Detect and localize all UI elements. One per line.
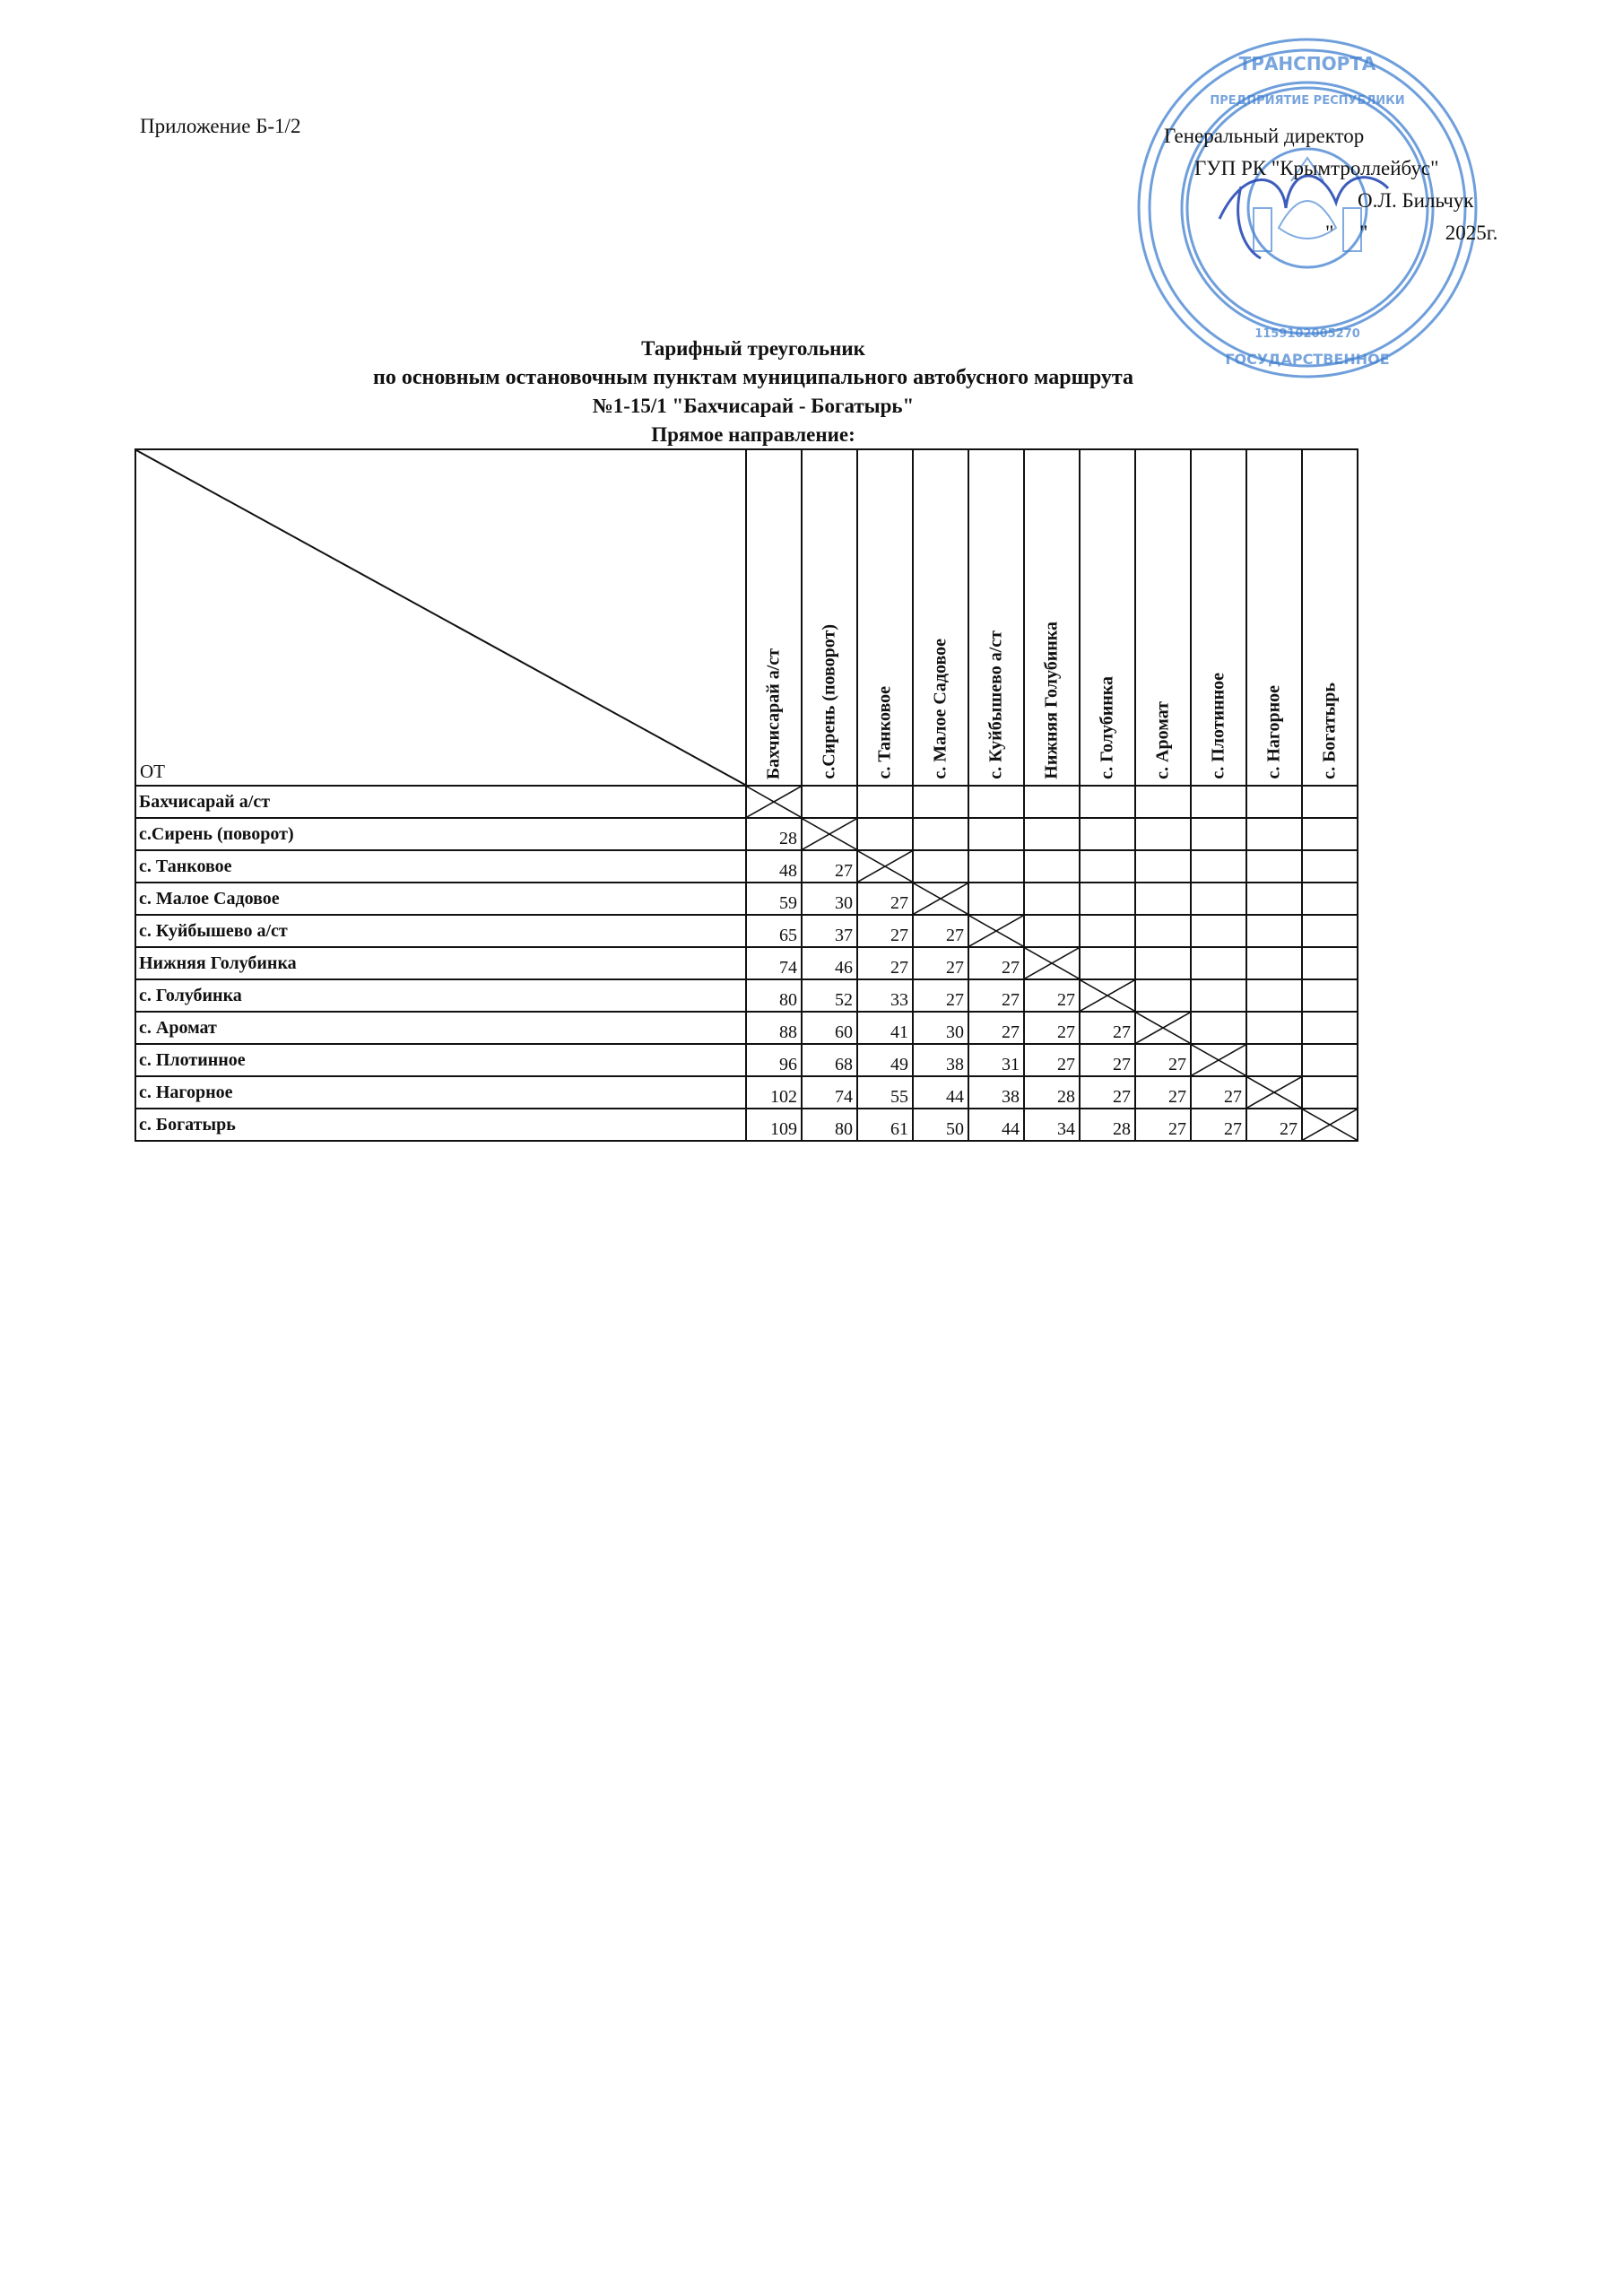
organization-name: ГУП РК "Крымтроллейбус" xyxy=(1194,157,1439,179)
fare-cell: 102 xyxy=(746,1076,802,1109)
direction-label: Прямое направление: xyxy=(651,423,855,446)
empty-cell xyxy=(1302,1044,1358,1076)
table-row xyxy=(135,1109,1358,1141)
empty-cell xyxy=(1246,915,1302,947)
fare-cell: 30 xyxy=(913,1012,968,1044)
fare-cell: 59 xyxy=(746,883,802,915)
cross-mark-icon xyxy=(1192,1045,1245,1075)
fare-cell: 68 xyxy=(802,1044,857,1076)
cross-mark-icon xyxy=(1247,1077,1301,1108)
empty-cell xyxy=(1024,818,1080,850)
column-header xyxy=(1246,449,1302,786)
fare-cell: 44 xyxy=(913,1076,968,1109)
empty-cell xyxy=(1246,883,1302,915)
table-row xyxy=(135,1044,1358,1076)
diagonal-cross-cell xyxy=(802,818,857,850)
fare-cell: 27 xyxy=(1191,1109,1246,1141)
svg-text:ГОСУДАРСТВЕННОЕ: ГОСУДАРСТВЕННОЕ xyxy=(1225,351,1390,368)
empty-cell xyxy=(1246,947,1302,979)
diagonal-divider xyxy=(136,450,745,785)
diagonal-cross-cell xyxy=(1246,1076,1302,1109)
fare-cell: 80 xyxy=(802,1109,857,1141)
diagonal-cross-cell xyxy=(1191,1044,1246,1076)
diagonal-cross-cell xyxy=(1024,947,1080,979)
fare-cell: 30 xyxy=(802,883,857,915)
fare-cell: 74 xyxy=(802,1076,857,1109)
fare-cell: 27 xyxy=(1135,1044,1191,1076)
fare-cell: 60 xyxy=(802,1012,857,1044)
fare-cell: 27 xyxy=(1246,1109,1302,1141)
diagonal-cross-cell xyxy=(746,786,802,818)
empty-cell xyxy=(1135,947,1191,979)
approval-block xyxy=(1164,120,1497,249)
column-header-label: с. Танковое xyxy=(874,686,895,779)
fare-cell: 80 xyxy=(746,979,802,1012)
cross-mark-icon xyxy=(969,916,1023,946)
empty-cell xyxy=(1302,915,1358,947)
column-header xyxy=(913,449,968,786)
empty-cell xyxy=(1302,979,1358,1012)
column-header-label: с. Малое Садовое xyxy=(930,639,950,779)
fare-cell: 49 xyxy=(857,1044,913,1076)
fare-cell: 61 xyxy=(857,1109,913,1141)
table-row xyxy=(135,979,1358,1012)
corner-label: ОТ xyxy=(140,761,165,782)
approval-date: " " 2025г. xyxy=(1325,222,1498,244)
fare-cell: 27 xyxy=(1024,979,1080,1012)
empty-cell xyxy=(1246,1044,1302,1076)
empty-cell xyxy=(1191,850,1246,883)
empty-cell xyxy=(857,818,913,850)
empty-cell xyxy=(1191,883,1246,915)
column-header xyxy=(1191,449,1246,786)
empty-cell xyxy=(1191,915,1246,947)
row-stop-label: с. Голубинка xyxy=(135,979,746,1012)
fare-cell: 28 xyxy=(1024,1076,1080,1109)
column-header-label: с. Голубинка xyxy=(1097,676,1117,779)
fare-cell: 27 xyxy=(1024,1012,1080,1044)
fare-cell: 27 xyxy=(1080,1076,1135,1109)
empty-cell xyxy=(968,883,1024,915)
fare-cell: 41 xyxy=(857,1012,913,1044)
fare-cell: 96 xyxy=(746,1044,802,1076)
fare-cell: 38 xyxy=(968,1076,1024,1109)
diagonal-cross-cell xyxy=(857,850,913,883)
fare-cell: 27 xyxy=(968,947,1024,979)
empty-cell xyxy=(1024,786,1080,818)
empty-cell xyxy=(1302,1012,1358,1044)
column-header xyxy=(746,449,802,786)
cross-mark-icon xyxy=(1081,980,1134,1011)
fare-cell: 46 xyxy=(802,947,857,979)
empty-cell xyxy=(1080,850,1135,883)
diagonal-cross-cell xyxy=(1302,1109,1358,1141)
row-stop-label: с. Нагорное xyxy=(135,1076,746,1109)
fare-cell: 48 xyxy=(746,850,802,883)
empty-cell xyxy=(1135,818,1191,850)
director-position: Генеральный директор xyxy=(1164,125,1365,147)
fare-cell: 52 xyxy=(802,979,857,1012)
row-stop-label: с.Сирень (поворот) xyxy=(135,818,746,850)
fare-cell: 74 xyxy=(746,947,802,979)
fare-cell: 27 xyxy=(913,915,968,947)
fare-cell: 109 xyxy=(746,1109,802,1141)
empty-cell xyxy=(1135,979,1191,1012)
row-stop-label: Нижняя Голубинка xyxy=(135,947,746,979)
empty-cell xyxy=(1080,915,1135,947)
empty-cell xyxy=(1246,850,1302,883)
empty-cell xyxy=(1302,786,1358,818)
fare-cell: 31 xyxy=(968,1044,1024,1076)
empty-cell xyxy=(1302,850,1358,883)
document-title: Тарифный треугольник xyxy=(641,337,865,360)
table-header-row xyxy=(135,449,1358,786)
empty-cell xyxy=(913,786,968,818)
fare-cell: 27 xyxy=(857,915,913,947)
appendix-label: Приложение Б-1/2 xyxy=(140,115,301,137)
empty-cell xyxy=(1302,883,1358,915)
empty-cell xyxy=(1191,947,1246,979)
fare-cell: 55 xyxy=(857,1076,913,1109)
fare-cell: 27 xyxy=(1191,1076,1246,1109)
row-stop-label: с. Малое Садовое xyxy=(135,883,746,915)
fare-triangle-table xyxy=(135,448,1358,1142)
empty-cell xyxy=(1191,1012,1246,1044)
route-name: №1-15/1 "Бахчисарай - Богатырь" xyxy=(592,395,915,417)
column-header xyxy=(1080,449,1135,786)
fare-cell: 27 xyxy=(968,979,1024,1012)
fare-cell: 27 xyxy=(1024,1044,1080,1076)
fare-cell: 27 xyxy=(968,1012,1024,1044)
empty-cell xyxy=(1080,883,1135,915)
row-stop-label: с. Плотинное xyxy=(135,1044,746,1076)
fare-cell: 34 xyxy=(1024,1109,1080,1141)
empty-cell xyxy=(1191,979,1246,1012)
diagonal-cross-cell xyxy=(913,883,968,915)
row-stop-label: с. Аромат xyxy=(135,1012,746,1044)
empty-cell xyxy=(1302,1076,1358,1109)
fare-cell: 27 xyxy=(857,883,913,915)
column-header-label: Бахчисарай а/ст xyxy=(763,648,784,779)
fare-cell: 27 xyxy=(913,979,968,1012)
empty-cell xyxy=(857,786,913,818)
table-row xyxy=(135,947,1358,979)
cross-mark-icon xyxy=(914,883,968,914)
empty-cell xyxy=(1302,818,1358,850)
empty-cell xyxy=(1024,850,1080,883)
row-stop-label: с. Куйбышево а/ст xyxy=(135,915,746,947)
table-row xyxy=(135,883,1358,915)
fare-cell: 27 xyxy=(1135,1109,1191,1141)
column-header xyxy=(857,449,913,786)
fare-cell: 44 xyxy=(968,1109,1024,1141)
table-row xyxy=(135,850,1358,883)
empty-cell xyxy=(1080,947,1135,979)
cross-mark-icon xyxy=(1025,948,1079,978)
empty-cell xyxy=(1080,818,1135,850)
empty-cell xyxy=(1135,915,1191,947)
column-header xyxy=(802,449,857,786)
row-stop-label: с. Танковое xyxy=(135,850,746,883)
empty-cell xyxy=(1191,818,1246,850)
diagonal-cross-cell xyxy=(968,915,1024,947)
table-row xyxy=(135,915,1358,947)
cross-mark-icon xyxy=(747,787,801,817)
column-header xyxy=(1024,449,1080,786)
empty-cell xyxy=(1246,1012,1302,1044)
row-stop-label: Бахчисарай а/ст xyxy=(135,786,746,818)
column-header-label: с.Сирень (поворот) xyxy=(819,624,839,779)
empty-cell xyxy=(1024,883,1080,915)
document-heading xyxy=(269,335,1237,449)
empty-cell xyxy=(1246,979,1302,1012)
corner-cell xyxy=(135,449,746,786)
empty-cell xyxy=(1191,786,1246,818)
cross-mark-icon xyxy=(803,819,856,849)
table-row xyxy=(135,1012,1358,1044)
svg-text:ТРАНСПОРТА: ТРАНСПОРТА xyxy=(1238,53,1376,74)
fare-cell: 28 xyxy=(1080,1109,1135,1141)
table-row xyxy=(135,818,1358,850)
column-header-label: с. Куйбышево а/ст xyxy=(985,631,1006,779)
diagonal-cross-cell xyxy=(1080,979,1135,1012)
fare-cell: 33 xyxy=(857,979,913,1012)
fare-cell: 28 xyxy=(746,818,802,850)
column-header-label: с. Богатырь xyxy=(1319,683,1340,779)
fare-cell: 38 xyxy=(913,1044,968,1076)
column-header-label: с. Плотинное xyxy=(1208,673,1228,779)
diagonal-cross-cell xyxy=(1135,1012,1191,1044)
empty-cell xyxy=(913,850,968,883)
document-subtitle: по основным остановочным пунктам муниципального автобусного маршрута xyxy=(373,366,1133,389)
empty-cell xyxy=(1135,883,1191,915)
fare-cell: 50 xyxy=(913,1109,968,1141)
empty-cell xyxy=(1246,786,1302,818)
cross-mark-icon xyxy=(858,851,912,882)
cross-mark-icon xyxy=(1303,1109,1357,1140)
column-header-label: с. Нагорное xyxy=(1263,685,1284,779)
empty-cell xyxy=(1246,818,1302,850)
empty-cell xyxy=(1302,947,1358,979)
fare-cell: 65 xyxy=(746,915,802,947)
signatory-name: О.Л. Бильчук xyxy=(1358,189,1474,212)
fare-cell: 37 xyxy=(802,915,857,947)
svg-text:1159102005270: 1159102005270 xyxy=(1254,327,1360,341)
fare-cell: 27 xyxy=(802,850,857,883)
empty-cell xyxy=(802,786,857,818)
fare-cell: 27 xyxy=(1080,1012,1135,1044)
empty-cell xyxy=(968,818,1024,850)
empty-cell xyxy=(968,850,1024,883)
table-row xyxy=(135,1076,1358,1109)
empty-cell xyxy=(1024,915,1080,947)
column-header xyxy=(1302,449,1358,786)
column-header xyxy=(968,449,1024,786)
empty-cell xyxy=(1135,786,1191,818)
fare-cell: 27 xyxy=(1135,1076,1191,1109)
empty-cell xyxy=(1135,850,1191,883)
column-header-label: Нижняя Голубинка xyxy=(1041,622,1062,779)
fare-cell: 27 xyxy=(1080,1044,1135,1076)
column-header xyxy=(1135,449,1191,786)
empty-cell xyxy=(1080,786,1135,818)
empty-cell xyxy=(913,818,968,850)
column-header-label: с. Аромат xyxy=(1152,701,1173,779)
fare-cell: 27 xyxy=(857,947,913,979)
svg-text:ПРЕДПРИЯТИЕ РЕСПУБЛИКИ: ПРЕДПРИЯТИЕ РЕСПУБЛИКИ xyxy=(1210,94,1405,108)
row-stop-label: с. Богатырь xyxy=(135,1109,746,1141)
fare-cell: 88 xyxy=(746,1012,802,1044)
cross-mark-icon xyxy=(1136,1013,1190,1043)
empty-cell xyxy=(968,786,1024,818)
table-row xyxy=(135,786,1358,818)
fare-cell: 27 xyxy=(913,947,968,979)
